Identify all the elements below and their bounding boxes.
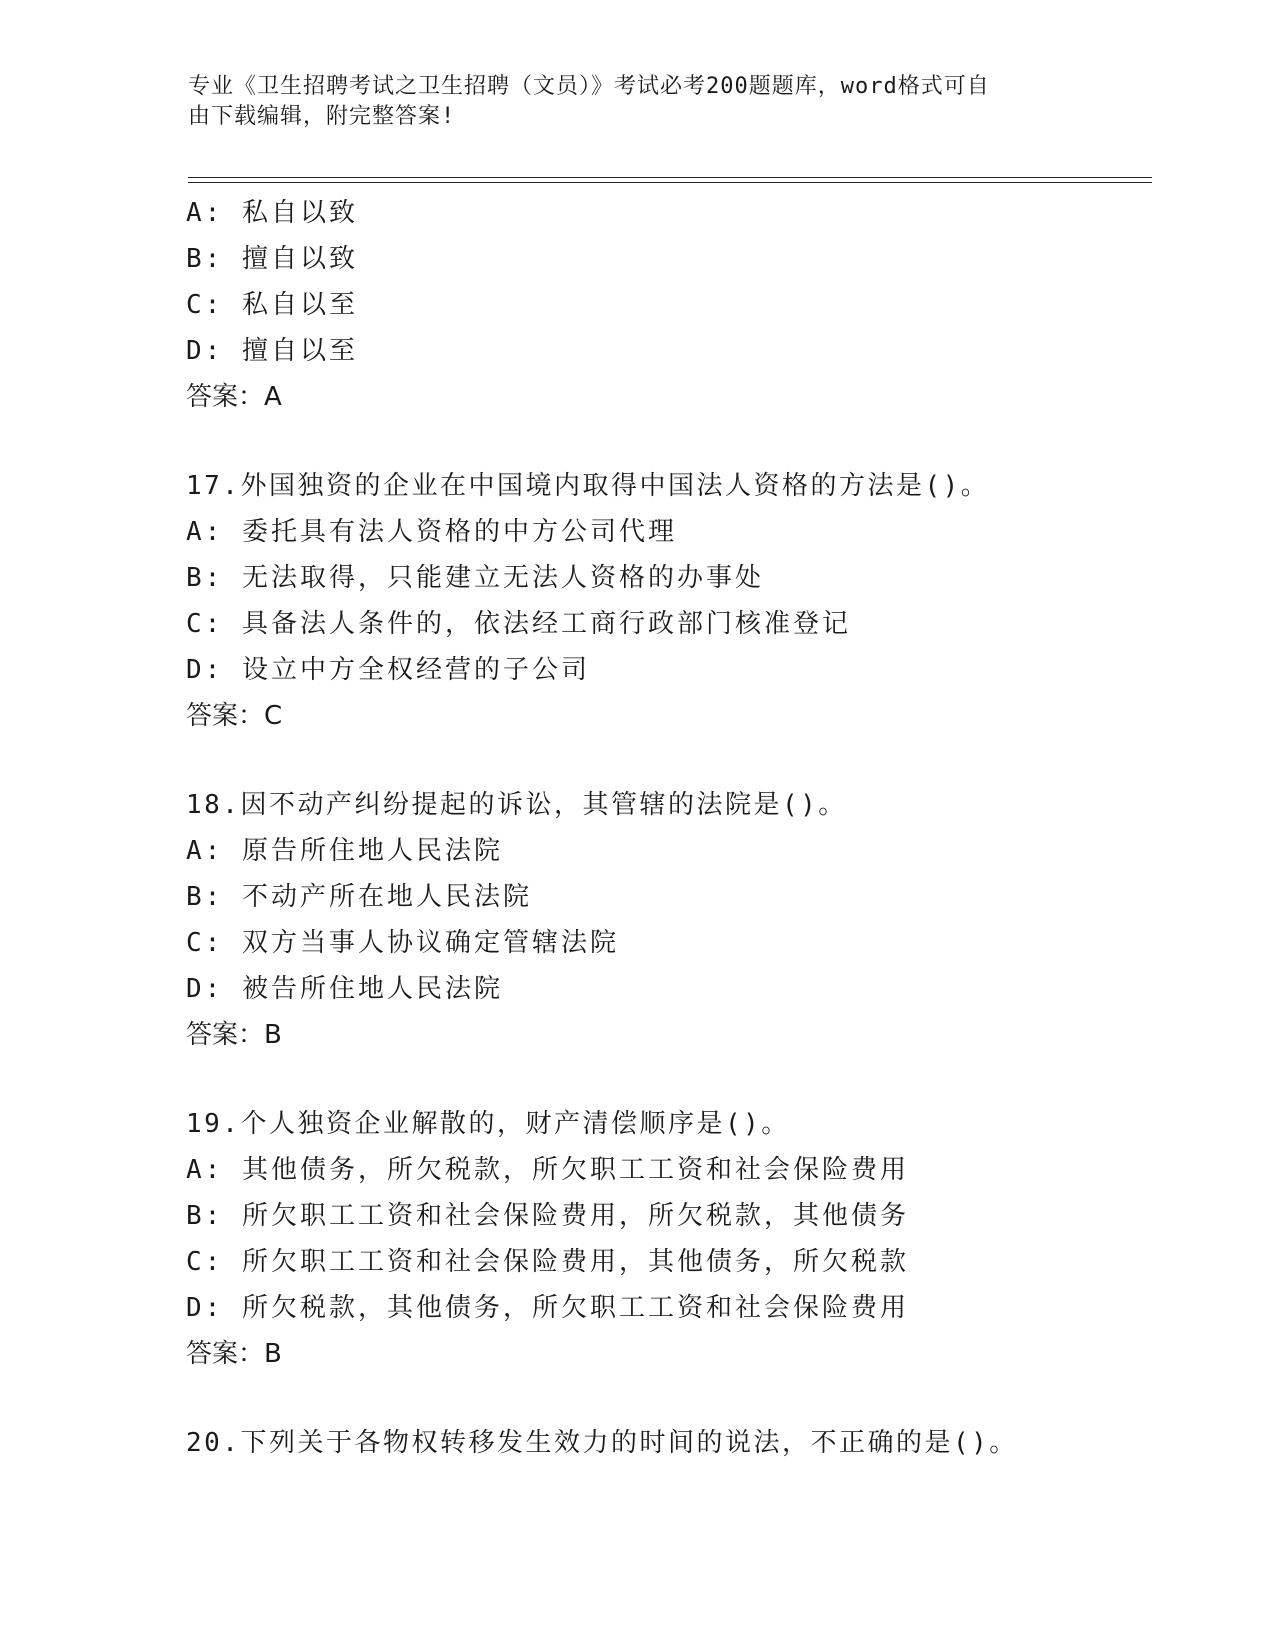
option-d: D: 所欠税款，其他债务，所欠职工工资和社会保险费用 <box>186 1293 909 1323</box>
question-title: 19.个人独资企业解散的，财产清偿顺序是()。 <box>186 1109 790 1139</box>
question-17 <box>186 463 1146 739</box>
option-a: A: 其他债务，所欠税款，所欠职工工资和社会保险费用 <box>186 1155 909 1185</box>
answer-line: 答案：B <box>186 1339 282 1369</box>
option-b: B: 擅自以致 <box>186 244 358 274</box>
option-b: B: 不动产所在地人民法院 <box>186 882 532 912</box>
option-c: C: 所欠职工工资和社会保险费用，其他债务，所欠税款 <box>186 1247 909 1277</box>
option-c: C: 具备法人条件的，依法经工商行政部门核准登记 <box>186 609 851 639</box>
header-divider-top <box>188 177 1152 178</box>
answer-line: 答案：C <box>186 701 283 731</box>
question-list <box>186 190 1146 1466</box>
option-c: C: 私自以至 <box>186 290 358 320</box>
document-header <box>188 72 1068 132</box>
option-a: A: 委托具有法人资格的中方公司代理 <box>186 517 677 547</box>
question-18 <box>186 782 1146 1058</box>
option-d: D: 擅自以至 <box>186 336 358 366</box>
option-c: C: 双方当事人协议确定管辖法院 <box>186 928 619 958</box>
option-b: B: 所欠职工工资和社会保险费用，所欠税款，其他债务 <box>186 1201 909 1231</box>
option-d: D: 被告所住地人民法院 <box>186 974 503 1004</box>
header-divider-bottom <box>188 182 1152 183</box>
header-line-1: 专业《卫生招聘考试之卫生招聘（文员）》考试必考200题题库，word格式可自 <box>188 74 990 99</box>
option-a: A: 私自以致 <box>186 198 358 228</box>
option-d: D: 设立中方全权经营的子公司 <box>186 655 590 685</box>
question-title: 17.外国独资的企业在中国境内取得中国法人资格的方法是()。 <box>186 471 990 501</box>
question-19 <box>186 1101 1146 1377</box>
answer-line: 答案：B <box>186 1020 282 1050</box>
option-b: B: 无法取得，只能建立无法人资格的办事处 <box>186 563 764 593</box>
question-title: 20.下列关于各物权转移发生效力的时间的说法，不正确的是()。 <box>186 1428 1018 1458</box>
question-title: 18.因不动产纠纷提起的诉讼，其管辖的法院是()。 <box>186 790 847 820</box>
header-line-2: 由下载编辑，附完整答案! <box>188 104 456 129</box>
question-16-continued <box>186 190 1146 420</box>
question-20 <box>186 1420 1146 1466</box>
option-a: A: 原告所住地人民法院 <box>186 836 503 866</box>
answer-line: 答案：A <box>186 382 282 412</box>
